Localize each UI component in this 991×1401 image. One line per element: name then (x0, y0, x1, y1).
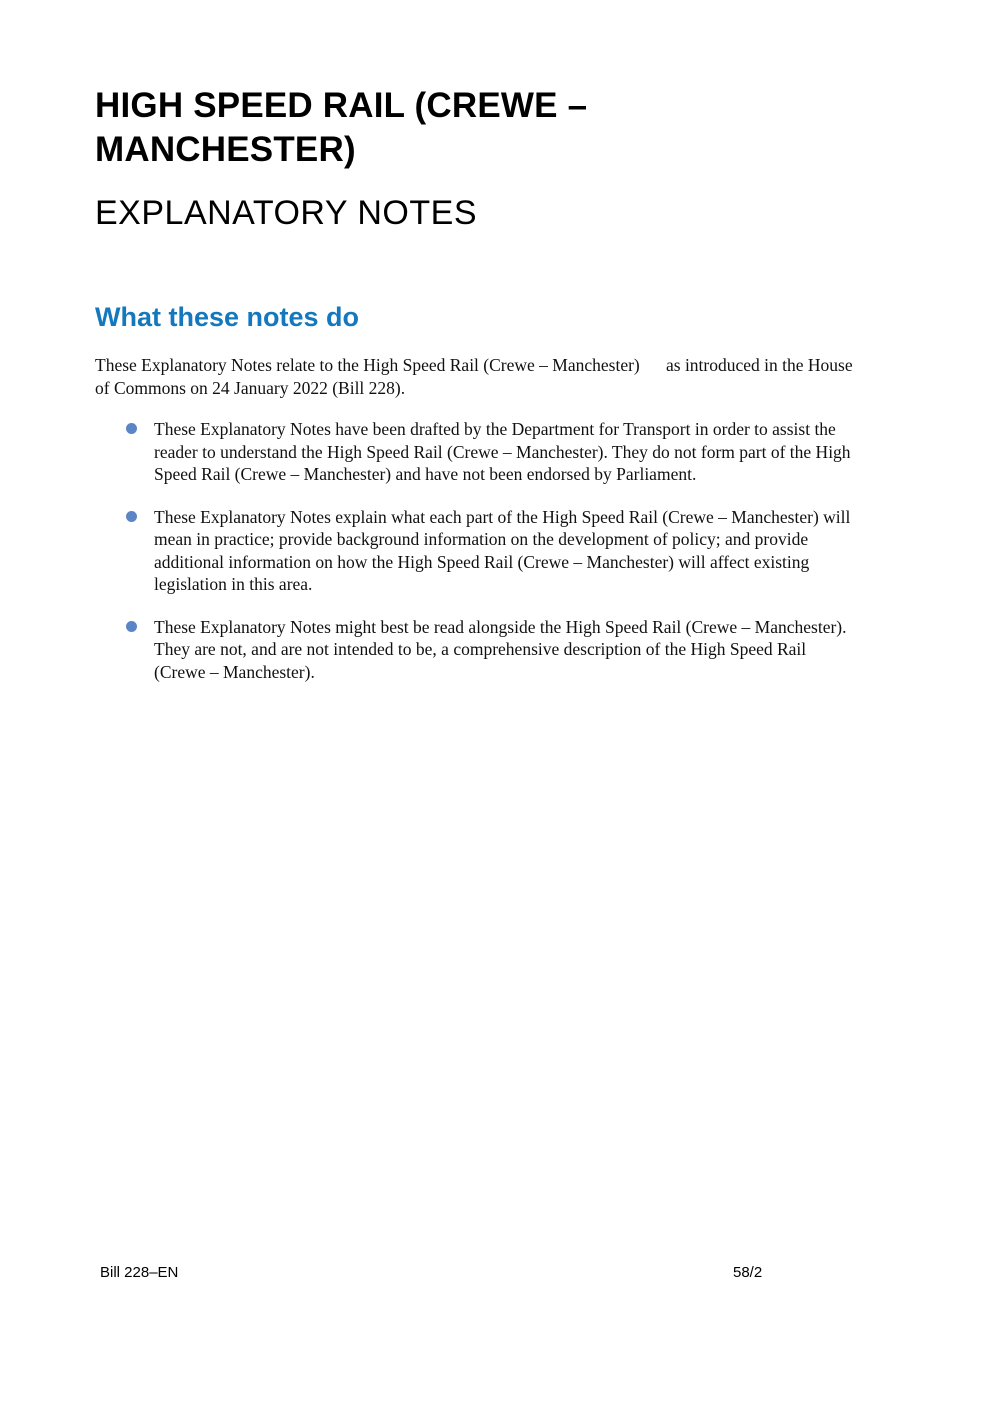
bullet-text: These Explanatory Notes might best be read alongside the High Speed Rail (Crewe – Manchester). They are not, and are not intended to be, a comprehensive description of the High Speed Rail (Crewe – Manchester). (154, 616, 847, 682)
document-title: HIGH SPEED RAIL (CREWE – MANCHESTER) (95, 86, 588, 169)
footer-bill-number: Bill 228–EN (100, 1264, 179, 1281)
bullet-icon (126, 621, 137, 632)
document-content (0, 0, 991, 683)
intro-paragraph: These Explanatory Notes relate to the High Speed Rail (Crewe – Manchester) as introduced in the House of Commons on 24 January 2022 (Bill 228). (95, 355, 857, 398)
bullet-text: These Explanatory Notes have been drafted by the Department for Transport in order to assist the reader to understand the High Speed Rail (Crewe – Manchester). They do not form part of the High Speed Rail (Crewe – Manchester) and have not been endorsed by Parliament. (154, 419, 851, 484)
footer-print-number: 58/2 (733, 1264, 763, 1281)
list-item (95, 418, 855, 486)
section-heading: What these notes do (95, 302, 360, 332)
bullet-text: These Explanatory Notes explain what each part of the High Speed Rail (Crewe – Manchester) will mean in practice; provide background information on the development of policy; and provide additional information on how the High Speed Rail (Crewe – Manchester) will affect existing legislation in this area. (154, 506, 851, 594)
bullet-icon (126, 423, 137, 434)
list-item (95, 616, 855, 684)
document-subtitle: EXPLANATORY NOTES (95, 194, 478, 232)
list-item (95, 506, 855, 596)
bullet-icon (126, 511, 137, 522)
bullet-list (95, 418, 855, 683)
